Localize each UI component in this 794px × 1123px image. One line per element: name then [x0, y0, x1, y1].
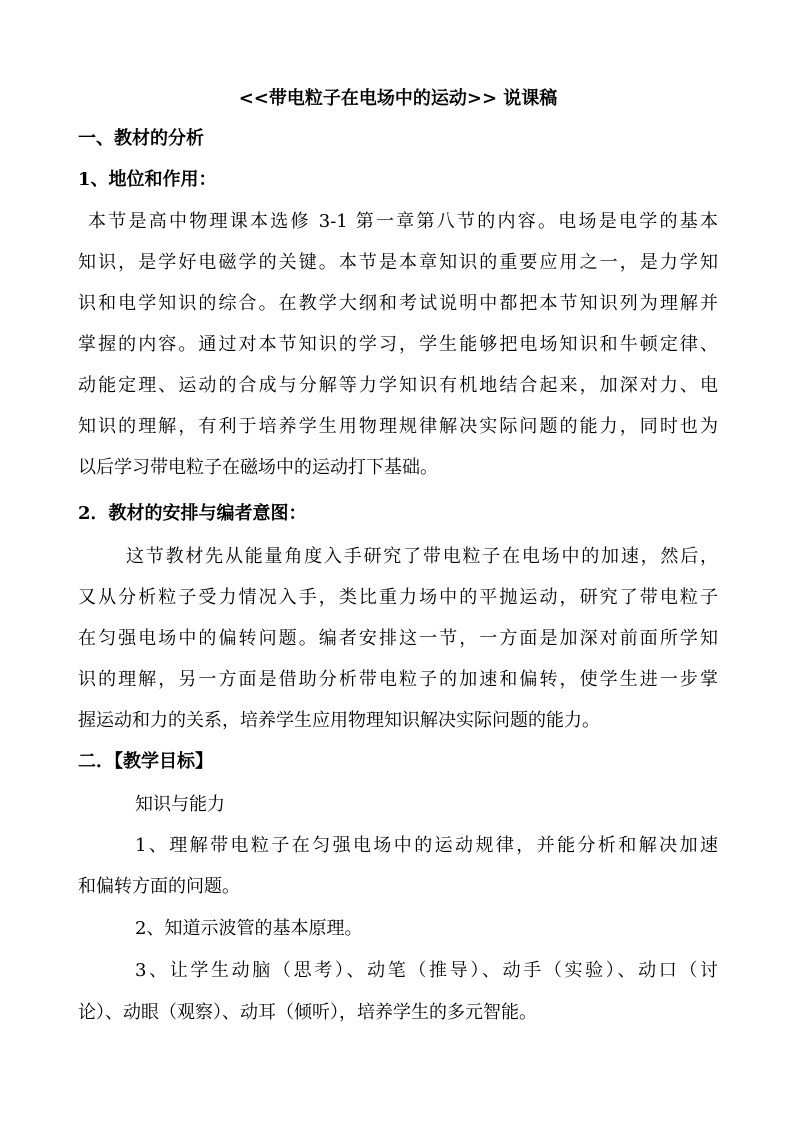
section2-heading: 二．【教学目标】 [78, 751, 213, 772]
objective-line: 论）、动眼（观察）、动耳（倾听），培养学生的多元智能。 [78, 1002, 537, 1023]
section1-sub2-heading: 2．教材的安排与编者意图： [78, 503, 307, 524]
paragraph-line: 握运动和力的关系，培养学生应用物理知识解决实际问题的能力。 [78, 710, 600, 731]
paragraph-line: 知识，是学好电磁学的关键。本节是本章知识的重要应用之一，是力学知 [78, 252, 718, 273]
paragraph-line: 又从分析粒子受力情况入手，类比重力场中的平抛运动，研究了带电粒子 [78, 587, 718, 608]
document-title: <<带电粒子在电场中的运动>> 说课稿 [238, 88, 558, 109]
paragraph-line: 这节教材先从能量角度入手研究了带电粒子在电场中的加速，然后， [126, 546, 718, 567]
objective-line: 3、让学生动脑（思考）、动笔（推导）、动手（实验）、动口（讨 [135, 960, 718, 981]
objective-line: 1、理解带电粒子在匀强电场中的运动规律，并能分析和解决加速 [135, 835, 718, 856]
section1-heading: 一、教材的分析 [78, 128, 204, 149]
objective-line: 和偏转方面的问题。 [78, 876, 240, 897]
paragraph-line: 掌握的内容。通过对本节知识的学习，学生能够把电场知识和牛顿定律、 [78, 334, 718, 355]
paragraph-line: 以后学习带电粒子在磁场中的运动打下基础。 [78, 457, 438, 478]
paragraph-line: 知识的理解，有利于培养学生用物理规律解决实际问题的能力，同时也为 [78, 416, 718, 437]
objective-line: 2、知道示波管的基本原理。 [135, 918, 363, 939]
paragraph-line: 本节是高中物理课本选修 3-1 第一章第八节的内容。电场是电学的基本 [88, 211, 718, 232]
paragraph-line: 识的理解，另一方面是借助分析带电粒子的加速和偏转，使学生进一步掌 [78, 669, 718, 690]
paragraph-line: 识和电学知识的综合。在教学大纲和考试说明中都把本节知识列为理解并 [78, 293, 718, 314]
section2-subheading: 知识与能力 [135, 794, 225, 815]
section1-sub1-heading: 1、地位和作用： [78, 169, 217, 190]
paragraph-line: 动能定理、运动的合成与分解等力学知识有机地结合起来，加深对力、电 [78, 375, 718, 396]
paragraph-line: 在匀强电场中的偏转问题。编者安排这一节，一方面是加深对前面所学知 [78, 628, 718, 649]
